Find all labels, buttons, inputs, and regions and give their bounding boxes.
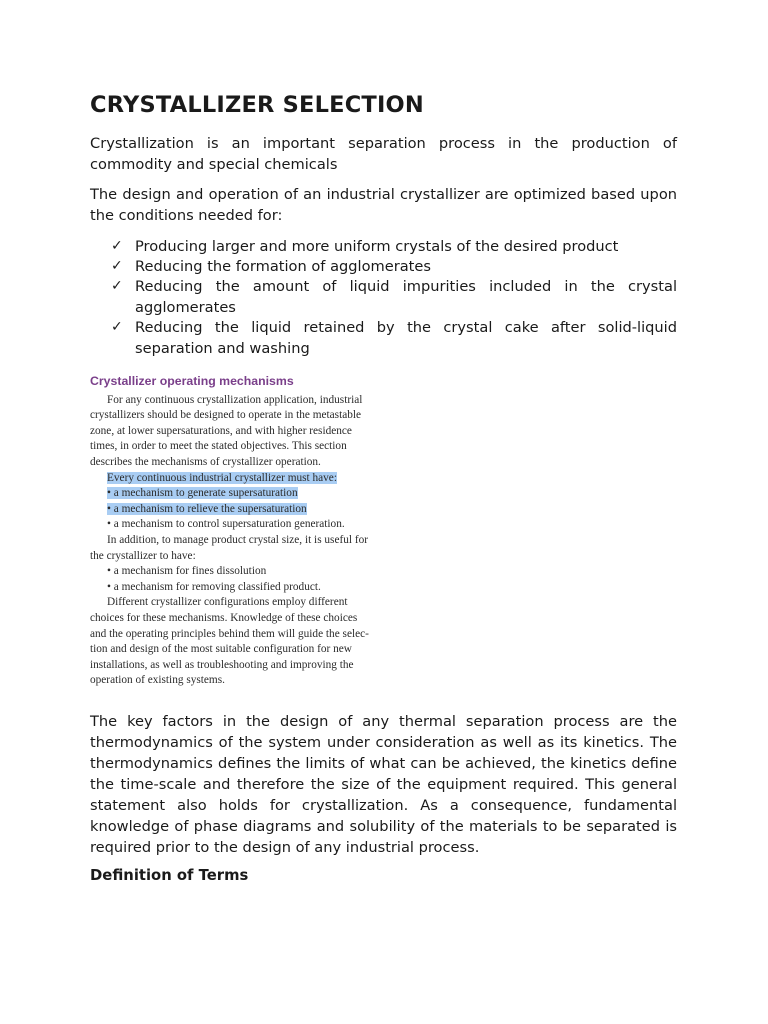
list-item (90, 256, 677, 277)
excerpt-line: Different crystallizer configurations employ different (107, 596, 348, 609)
conditions-list (90, 236, 677, 358)
condition-text: Reducing the formation of agglomerates (135, 258, 431, 275)
highlighted-text: • a mechanism to generate supersaturation (107, 487, 298, 500)
excerpt-line: In addition, to manage product crystal size, it is useful for (107, 533, 369, 546)
excerpt-line: tion and design of the most suitable configuration for new (90, 643, 352, 656)
checkmark-icon: ✓ (111, 238, 123, 254)
excerpt-line: describes the mechanisms of crystallizer operation. (90, 455, 321, 468)
highlighted-text: • a mechanism to relieve the supersaturation (107, 502, 307, 515)
list-item (90, 276, 677, 318)
excerpt-line: crystallizers should be designed to operate in the metastable (90, 409, 362, 422)
excerpt-line: • a mechanism for fines dissolution (107, 565, 267, 578)
excerpt-line: installations, as well as troubleshooting and improving the (90, 658, 354, 671)
excerpt-line: operation of existing systems. (90, 674, 225, 687)
excerpt-line: For any continuous crystallization application, industrial (107, 393, 363, 406)
excerpt-line: choices for these mechanisms. Knowledge of these choices (90, 611, 358, 624)
excerpt-line: • a mechanism to control supersaturation generation. (107, 518, 345, 531)
excerpt-line: the crystallizer to have: (90, 549, 196, 562)
excerpt-line: and the operating principles behind them will guide the selec- (90, 627, 369, 640)
list-item (90, 236, 677, 257)
condition-text: Reducing the liquid retained by the crystal cake after solid-liquid separation and washing (135, 319, 677, 357)
excerpt-line: • a mechanism for removing classified product. (107, 580, 321, 593)
intro-paragraph-1: Crystallization is an important separation process in the production of commodity and special chemicals (90, 135, 677, 173)
highlighted-text: Every continuous industrial crystallizer must have: (107, 471, 337, 484)
checkmark-icon: ✓ (111, 319, 123, 335)
section-heading: Definition of Terms (90, 867, 249, 884)
book-excerpt-image (90, 374, 400, 689)
intro-paragraph-2: The design and operation of an industrial crystallizer are optimized based upon the conditions needed for: (90, 186, 677, 224)
excerpt-line: times, in order to meet the stated objectives. This section (90, 440, 347, 453)
page-title: CRYSTALLIZER SELECTION (90, 92, 424, 118)
excerpt-line: zone, at lower supersaturations, and with higher residence (90, 424, 352, 437)
excerpt-title: Crystallizer operating mechanisms (90, 374, 294, 388)
condition-text: Producing larger and more uniform crystals of the desired product (135, 238, 619, 255)
list-item (90, 317, 677, 359)
checkmark-icon: ✓ (111, 258, 123, 274)
condition-text: Reducing the amount of liquid impurities included in the crystal agglomerates (135, 278, 677, 316)
closing-paragraph: The key factors in the design of any thermal separation process are the thermodynamics of the system under consideration as well as its kinetics. The thermodynamics defines the limits of what can be achieved, the kinetics define the time-scale and therefore the size of the equipment required. This general statement also holds for crystallization. As a consequence, fundamental knowledge of phase diagrams and solubility of the materials to be separated is required prior to the design of any industrial process. (90, 713, 677, 856)
checkmark-icon: ✓ (111, 278, 123, 294)
